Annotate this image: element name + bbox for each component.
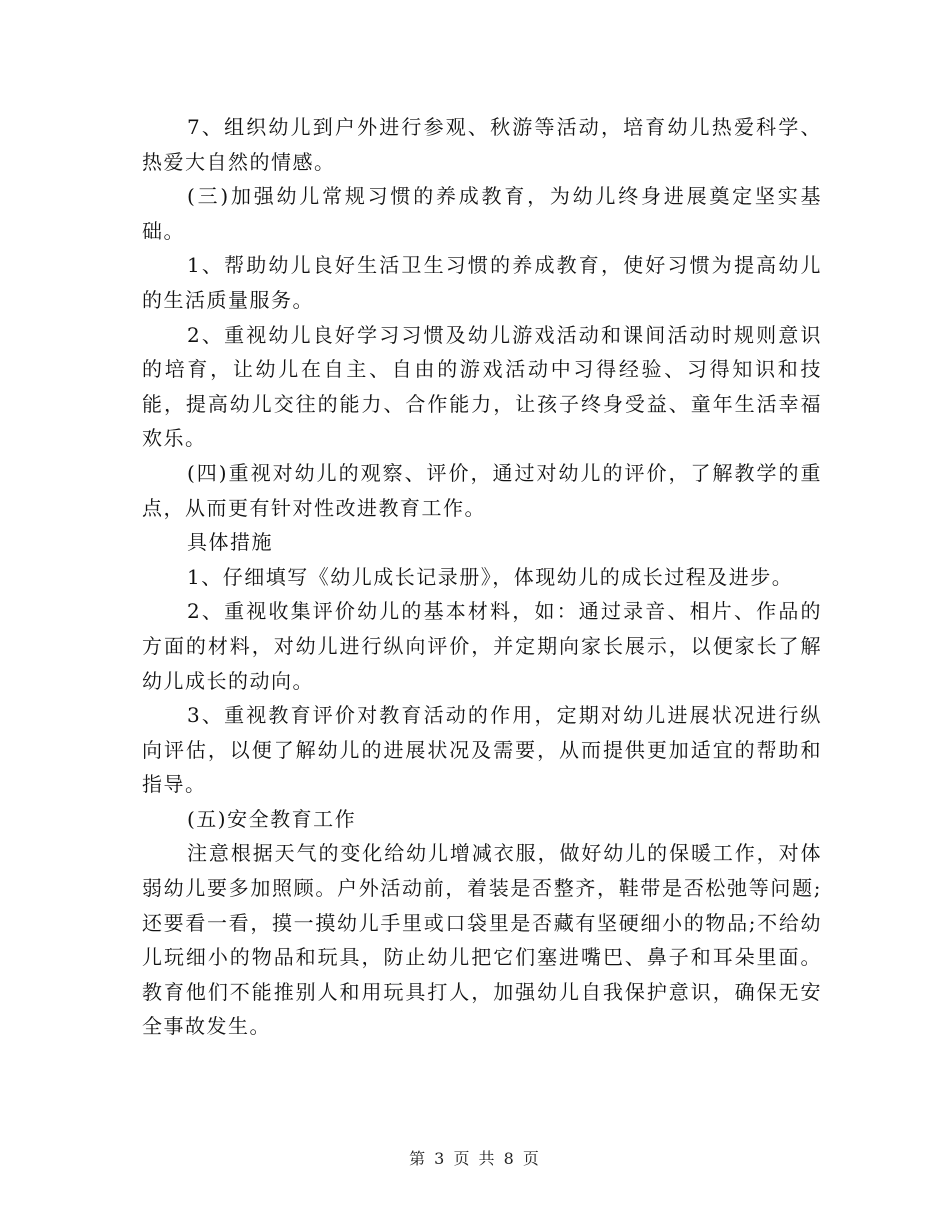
paragraph-measure-1-growth-record: 1、仔细填写《幼儿成长记录册》，体现幼儿的成长过程及进步。 <box>187 564 794 589</box>
page-footer <box>0 1148 950 1170</box>
section-heading-observation-evaluation: (四)重视对幼儿的观察、评价，通过对幼儿的评价，了解教学的重点，从而更有针对性改进教育工作。 <box>142 460 822 520</box>
paragraph-item-7-outdoor-activities: 7、组织幼儿到户外进行参观、秋游等活动，培育幼儿热爱科学、热爱大自然的情感。 <box>142 115 822 174</box>
section-heading-safety-education: (五)安全教育工作 <box>187 806 357 831</box>
paragraph-item-1-hygiene-habits: 1、帮助幼儿良好生活卫生习惯的养成教育，使好习惯为提高幼儿的生活质量服务。 <box>142 253 822 312</box>
paragraph-measure-3-education-evaluation: 3、重视教育评价对教育活动的作用，定期对幼儿进展状况进行纵向评估，以便了解幼儿的进展状况及需要，从而提供更加适宜的帮助和指导。 <box>142 703 822 797</box>
page-number-label: 第 3 页 共 8 页 <box>409 1149 541 1168</box>
paragraph-item-2-study-habits: 2、重视幼儿良好学习习惯及幼儿游戏活动和课间活动时规则意识的培育，让幼儿在自主、自由的游戏活动中习得经验、习得知识和技能，提高幼儿交往的能力、合作能力，让孩子终身受益、童年生活幸福欢乐。 <box>142 322 822 451</box>
subheading-specific-measures: 具体措施 <box>187 530 273 555</box>
document-body <box>142 110 822 1044</box>
section-heading-routine-habits: (三)加强幼儿常规习惯的养成教育，为幼儿终身进展奠定坚实基础。 <box>142 184 822 243</box>
paragraph-measure-2-collect-materials: 2、重视收集评价幼儿的基本材料，如：通过录音、相片、作品的方面的材料，对幼儿进行纵向评价，并定期向家长展示，以便家长了解幼儿成长的动向。 <box>142 599 822 693</box>
paragraph-safety-details: 注意根据天气的变化给幼儿增减衣服，做好幼儿的保暖工作，对体弱幼儿要多加照顾。户外活动前，着装是否整齐，鞋带是否松弛等问题;还要看一看，摸一摸幼儿手里或口袋里是否藏有坚硬细小的物品;不给幼儿玩细小的物品和玩具，防止幼儿把它们塞进嘴巴、鼻子和耳朵里面。教育他们不能推别人和用玩具打人，加强幼儿自我保护意识，确保无安全事故发生。 <box>142 841 822 1039</box>
